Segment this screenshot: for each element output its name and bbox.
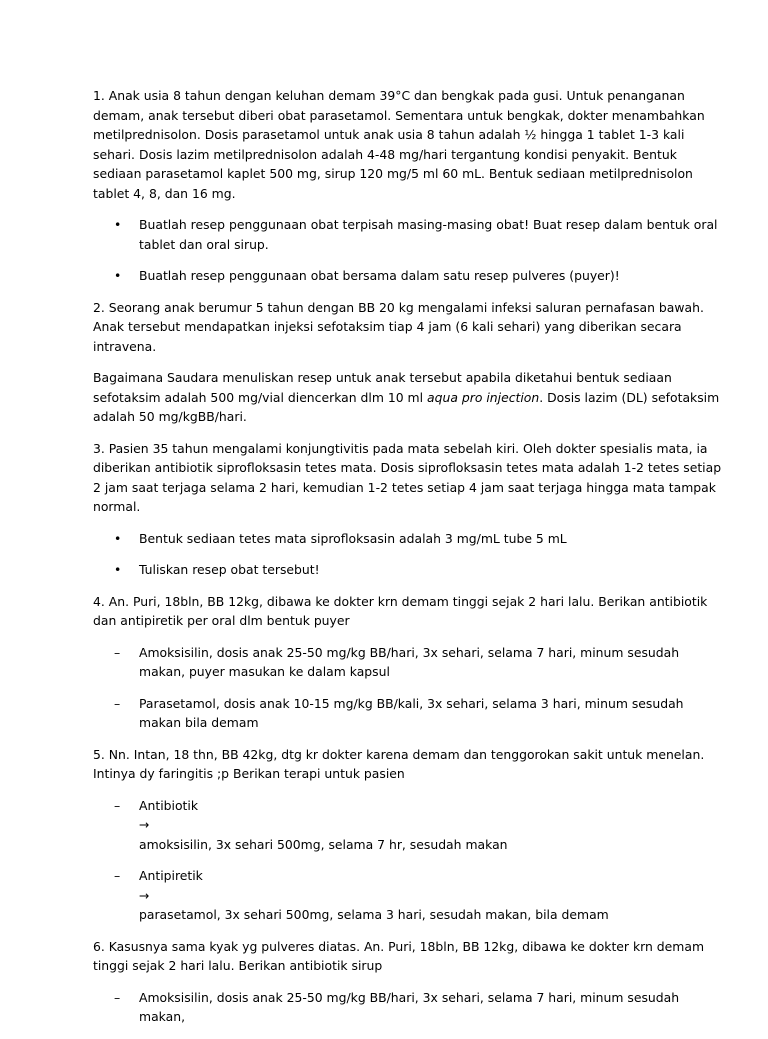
text-line: Bagaimana Saudara menuliskan resep untuk anak tersebut apabila diketahui bentuk sediaan bbox=[93, 370, 672, 385]
text-line: Amoksisilin, dosis anak 25-50 mg/kg BB/hari, 3x sehari, selama 7 hari, minum sesudah bbox=[139, 989, 680, 1005]
item-label: Antibiotik bbox=[139, 797, 198, 813]
bullet-item bbox=[93, 560, 683, 580]
arrow-right-icon: → bbox=[139, 887, 150, 903]
text-line: metilprednisolon. Dosis parasetamol untuk anak usia 8 tahun adalah ½ hingga 1 tablet 1-3 kali bbox=[93, 127, 685, 142]
italic-term: aqua pro injection bbox=[427, 389, 540, 405]
question-4-paragraph bbox=[93, 592, 708, 631]
text-line: 5. Nn. Intan, 18 thn, BB 42kg, dtg kr dokter karena demam dan tenggorokan sakit untuk menelan. bbox=[93, 746, 705, 762]
dash-item bbox=[93, 694, 683, 733]
bullet-marker: • bbox=[114, 217, 122, 232]
bullet-item bbox=[93, 529, 683, 549]
text-line: Buatlah resep penggunaan obat bersama dalam satu resep pulveres (puyer)! bbox=[139, 268, 620, 283]
text-line: Tuliskan resep obat tersebut! bbox=[139, 562, 320, 577]
text-fragment: . Dosis lazim (DL) sefotaksim bbox=[539, 389, 720, 405]
text-line: 6. Kasusnya sama kyak yg pulveres diatas. An. Puri, 18bln, BB 12kg, dibawa ke dokter krn demam bbox=[93, 938, 705, 954]
text-line: diberikan antibiotik siprofloksasin tetes mata. Dosis siprofloksasin tetes mata adalah 1-2 tetes setiap bbox=[93, 460, 722, 475]
bullet-marker: • bbox=[114, 562, 122, 577]
question-1-paragraph bbox=[93, 86, 705, 203]
bullet-item bbox=[93, 215, 718, 254]
text-line: Buatlah resep penggunaan obat terpisah masing-masing obat! Buat resep dalam bentuk oral bbox=[139, 217, 718, 232]
item-text: parasetamol, 3x sehari 500mg, selama 3 hari, sesudah makan, bila demam bbox=[139, 907, 609, 922]
text-line: sehari. Dosis lazim metilprednisolon adalah 4-48 mg/hari tergantung kondisi penyakit. Bentuk bbox=[93, 146, 677, 162]
question-3-paragraph bbox=[93, 439, 722, 517]
text-line: Anak tersebut mendapatkan injeksi sefotaksim tiap 4 jam (6 kali sehari) yang diberikan secara bbox=[93, 319, 682, 334]
question-5-paragraph bbox=[93, 745, 705, 784]
text-line: 3. Pasien 35 tahun mengalami konjungtivitis pada mata sebelah kiri. Oleh dokter spesialis mata, ia bbox=[93, 440, 708, 456]
text-line: intravena. bbox=[93, 338, 157, 354]
text-line: makan bila demam bbox=[139, 715, 259, 730]
bullet-marker: • bbox=[114, 268, 122, 283]
dash-marker: – bbox=[114, 695, 121, 711]
question-2-detail-paragraph bbox=[93, 368, 720, 427]
text-line: tablet 4, 8, dan 16 mg. bbox=[93, 185, 236, 201]
text-line: Bentuk sediaan tetes mata siprofloksasin adalah 3 mg/mL tube 5 mL bbox=[139, 530, 567, 546]
text-line bbox=[139, 796, 683, 855]
dash-item bbox=[93, 643, 683, 682]
item-label: Antipiretik bbox=[139, 868, 203, 883]
dash-marker: – bbox=[114, 644, 121, 660]
dash-marker: – bbox=[114, 868, 121, 883]
bullet-item bbox=[93, 266, 683, 286]
dash-item bbox=[93, 866, 683, 925]
text-line: 4. An. Puri, 18bln, BB 12kg, dibawa ke dokter krn demam tinggi sejak 2 hari lalu. Berikan antibiotik bbox=[93, 593, 708, 609]
item-text: amoksisilin, 3x sehari 500mg, selama 7 hr, sesudah makan bbox=[139, 836, 508, 852]
text-line bbox=[139, 866, 683, 925]
text-line: tinggi sejak 2 hari lalu. Berikan antibiotik sirup bbox=[93, 958, 383, 973]
question-2-paragraph bbox=[93, 298, 704, 357]
text-line: makan, puyer masukan ke dalam kapsul bbox=[139, 664, 390, 679]
text-line: 1. Anak usia 8 tahun dengan keluhan demam 39°C dan bengkak pada gusi. Untuk penanganan bbox=[93, 88, 685, 103]
bullet-marker: • bbox=[114, 530, 122, 546]
text-line: sediaan parasetamol kaplet 500 mg, sirup 120 mg/5 ml 60 mL. Bentuk sediaan metilprednisolon bbox=[93, 166, 693, 181]
text-line: adalah 50 mg/kgBB/hari. bbox=[93, 409, 247, 424]
dash-item bbox=[93, 796, 683, 855]
text-line: tablet dan oral sirup. bbox=[139, 236, 269, 252]
question-6-paragraph bbox=[93, 937, 705, 976]
text-line: demam, anak tersebut diberi obat parasetamol. Sementara untuk bengkak, dokter menambahkan bbox=[93, 107, 705, 123]
document-page bbox=[93, 86, 722, 1039]
text-line: Intinya dy faringitis ;p Berikan terapi untuk pasien bbox=[93, 766, 405, 781]
arrow-right-icon: → bbox=[139, 817, 150, 832]
dash-item bbox=[93, 988, 683, 1027]
text-fragment: sefotaksim adalah 500 mg/vial diencerkan dlm 10 ml bbox=[93, 389, 428, 405]
text-line: Parasetamol, dosis anak 10-15 mg/kg BB/kali, 3x sehari, selama 3 hari, minum sesudah bbox=[139, 695, 684, 711]
text-line: 2. Seorang anak berumur 5 tahun dengan BB 20 kg mengalami infeksi saluran pernafasan bawah. bbox=[93, 299, 704, 315]
text-line: makan, bbox=[139, 1009, 186, 1024]
dash-marker: – bbox=[114, 797, 121, 813]
text-line: normal. bbox=[93, 499, 141, 514]
text-line: dan antipiretik per oral dlm bentuk puyer bbox=[93, 613, 350, 628]
text-line: Amoksisilin, dosis anak 25-50 mg/kg BB/hari, 3x sehari, selama 7 hari, minum sesudah bbox=[139, 644, 680, 660]
text-line bbox=[93, 388, 720, 408]
dash-marker: – bbox=[114, 989, 121, 1005]
text-line: 2 jam saat terjaga selama 2 hari, kemudian 1-2 tetes setiap 4 jam saat terjaga hingga mata tampak bbox=[93, 479, 716, 495]
